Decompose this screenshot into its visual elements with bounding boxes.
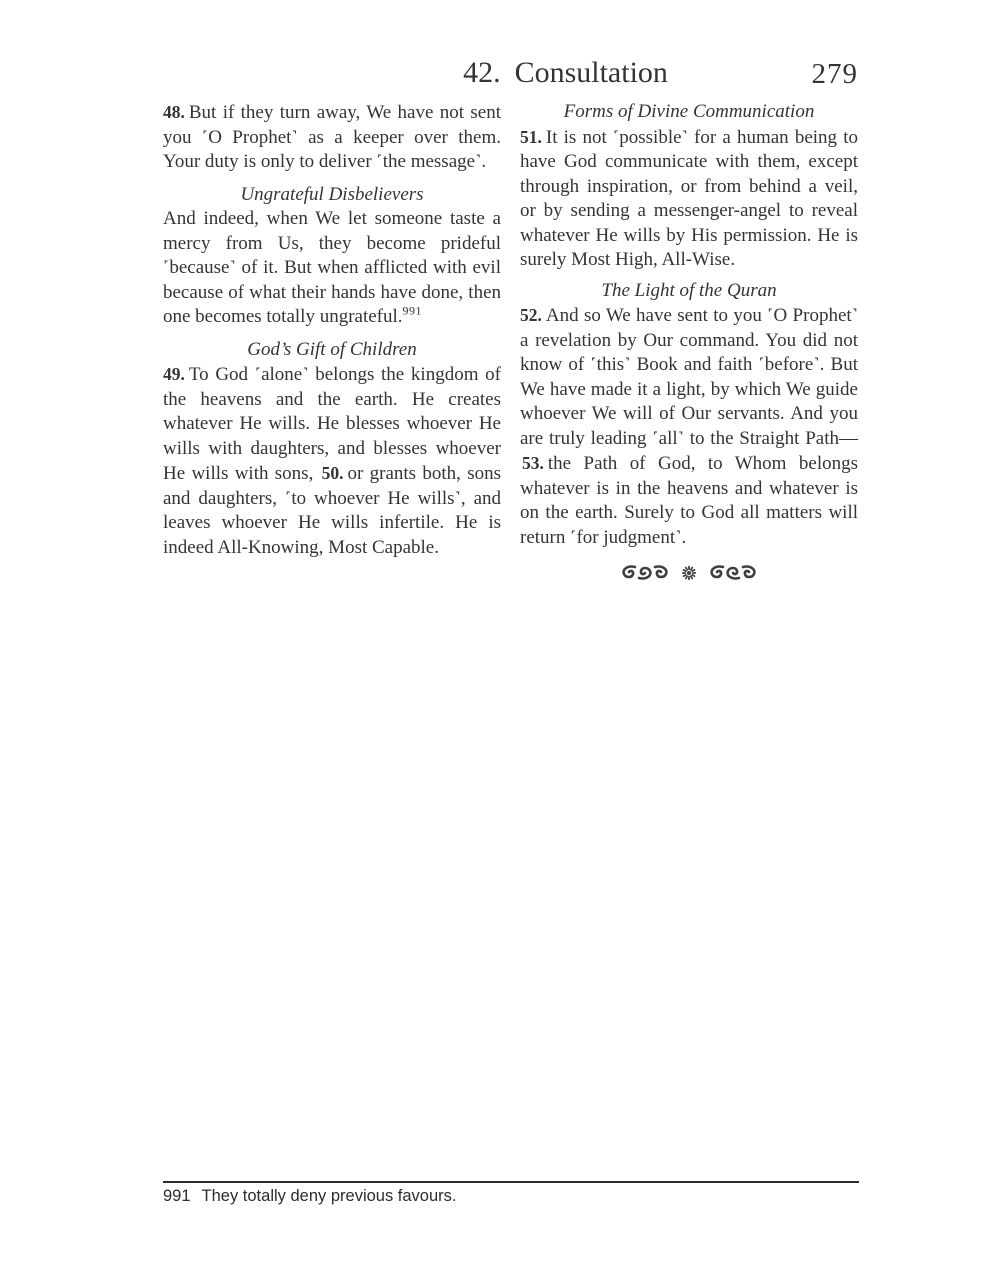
verse-number: 52. (520, 305, 542, 325)
verse-number: 48. (163, 102, 185, 122)
verse-number: 51. (520, 126, 542, 147)
verse-text: And indeed, when We let someone taste a mercy from Us, they become prideful ˹because˺ of it. But when afflicted with evil because of what their hands have done, then one becomes totally ungrateful. (163, 208, 501, 327)
end-of-surah-ornament (520, 563, 858, 588)
page-number: 279 (811, 58, 858, 90)
chapter-name: Consultation (514, 56, 668, 89)
verse-text: To God ˹alone˺ belongs the kingdom of the heavens and the earth. He creates whatever He wills. He blesses whoever He wills with daughters, and blesses whoever He wills with sons, (163, 364, 501, 484)
verse-number: 49. (163, 364, 185, 384)
text-columns (163, 100, 858, 588)
chapter-number: 42. (463, 56, 501, 89)
flower-icon (682, 566, 696, 580)
verse-paragraph (520, 125, 858, 273)
verse-number: 53. (522, 453, 544, 473)
page-header (163, 56, 858, 100)
chapter-title (463, 56, 668, 90)
right-scroll-icon (712, 567, 755, 579)
section-heading: God’s Gift of Children (247, 338, 417, 360)
left-scroll-icon (624, 567, 667, 579)
verse-text: or grants both, sons and daughters, ˹to whoever He wills˺, and leaves whoever He wills infertile. He is indeed All-Knowing, Most Capable. (163, 463, 501, 558)
footnote-number: 991 (163, 1187, 191, 1205)
section-heading: Forms of Divine Communication (563, 101, 815, 122)
right-column (520, 100, 858, 588)
verse-text: And so We have sent to you ˹O Prophet˺ a revelation by Our command. You did not know of ˹this˺ Book and faith ˹before˺. But We have made it a light, by which We guide whoever We will of Our servants. And you are truly leading ˹all˺ to the Straight Path— (520, 305, 858, 449)
left-column (163, 100, 501, 560)
footnote-ref: 991 (402, 303, 423, 318)
verse-paragraph (163, 362, 501, 560)
page-content (163, 56, 858, 588)
verse-paragraph (163, 207, 501, 330)
verse-paragraph (163, 100, 501, 175)
footnote-text: They totally deny previous favours. (201, 1187, 457, 1205)
verse-number: 50. (321, 463, 344, 483)
section-heading: Ungrateful Disbelievers (240, 183, 424, 205)
verse-text: It is not ˹possible˺ for a human being to have God communicate with them, except through inspiration, or from behind a veil, or by sending a messenger-angel to reveal whatever He wills by His permission. He is surely Most High, All-Wise. (520, 126, 858, 270)
verse-text: But if they turn away, We have not sent you ˹O Prophet˺ as a keeper over them. Your duty is only to deliver ˹the message˺. (163, 102, 501, 172)
verse-paragraph (520, 303, 858, 550)
verse-text: the Path of God, to Whom belongs whatever is in the heavens and whatever is on the earth. Surely to God all matters will return ˹for judgment˺. (520, 453, 858, 548)
footnote (163, 1181, 859, 1207)
section-heading: The Light of the Quran (601, 279, 777, 301)
floral-scroll-divider (611, 563, 767, 583)
